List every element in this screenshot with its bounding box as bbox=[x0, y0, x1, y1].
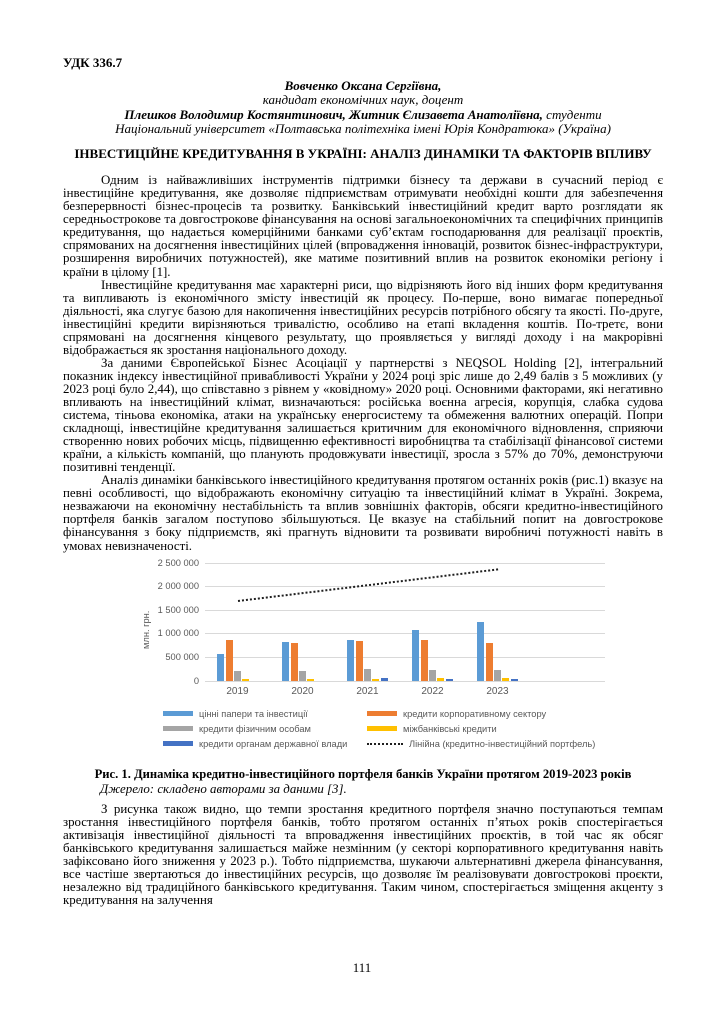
y-tick-label: 1 000 000 bbox=[157, 628, 199, 639]
legend-swatch bbox=[367, 726, 397, 731]
x-tick-label: 2019 bbox=[226, 685, 249, 697]
bar-series4-2020 bbox=[307, 679, 314, 681]
x-tick-label: 2021 bbox=[356, 685, 379, 697]
legend-swatch bbox=[163, 726, 193, 731]
gridline bbox=[205, 633, 605, 634]
gridline bbox=[205, 681, 605, 682]
legend-swatch bbox=[367, 743, 403, 745]
body-paragraph-4: Аналіз динаміки банківського інвестиційного кредитування протягом останніх років (рис.1) вказує на певні особливості, що відображають економічну ситуацію та інвестиційний клімат в Україні. Зокрема, незважаючи на економічну нестабільність та вплив зовнішніх факторів, обсяги кредитно-інвестиційного портфеля банків загалом поступово збільшуються. Це вказує на стабільний попит на довгострокове фінансування з боку підприємств, які прагнуть відновити та розвивати виробничі потужності навіть в умовах невизначеності. bbox=[63, 473, 663, 553]
figure-1 bbox=[63, 557, 663, 797]
bar-series4-2019 bbox=[242, 679, 249, 681]
bar-series5-2023 bbox=[511, 679, 518, 680]
bar-series5-2021 bbox=[381, 678, 388, 680]
body-paragraph-1: Одним із найважливіших інструментів підтримки бізнесу та держави в сучасний період є інвестиційне кредитування, яке дозволяє підприємствам отримувати необхідні кошти для забезпечення безперервності бізнес-процесів та розвитку. Банківський інвестиційний кредит варто розглядати як середньострокове та довгострокове фінансування на основі загальноекономічних та специфічних принципів кредитування, що надається комерційними банками суб’єктам господарювання для реалізації проєктів, спрямованих на досягнення інвестиційних цілей (впровадження інновацій, розвиток бізнес-інфраструктури, розширення виробничих потужностей), яке матиме позитивний вплив на розвиток економіки регіону і країни в цілому [1]. bbox=[63, 173, 663, 279]
bar-series1-2022 bbox=[412, 630, 419, 681]
plot-area bbox=[205, 563, 605, 681]
udk-code: УДК 336.7 bbox=[63, 55, 123, 70]
x-tick-label: 2020 bbox=[291, 685, 314, 697]
bar-series2-2022 bbox=[421, 640, 428, 680]
y-tick-label: 2 000 000 bbox=[157, 581, 199, 592]
article-title: ІНВЕСТИЦІЙНЕ КРЕДИТУВАННЯ В УКРАЇНІ: АНАЛІЗ ДИНАМІКИ ТА ФАКТОРІВ ВПЛИВУ bbox=[74, 146, 652, 162]
gridline bbox=[205, 657, 605, 658]
legend-label: міжбанківські кредити bbox=[403, 723, 497, 734]
figure-source: Джерело: складено авторами за даними [3]. bbox=[100, 781, 347, 796]
y-tick-label: 500 000 bbox=[165, 651, 199, 662]
y-tick-label: 0 bbox=[193, 675, 199, 686]
bar-series1-2021 bbox=[347, 640, 354, 681]
legend-label: цінні папери та інвестиції bbox=[199, 708, 308, 719]
legend-item bbox=[163, 724, 363, 734]
legend-item bbox=[367, 724, 633, 734]
body-paragraph-3: За даними Європейської Бізнес Асоціації у партнерстві з NEQSOL Holding [2], інтегральний показник індексу інвестиційної привабливості України у 2024 році зріс лише до 2,49 балів з 5 можливих (у 2023 році було 2,44), що співставно з рівнем у «ковідному» 2020 році. Основними факторами, які негативно впливають на інвестиційний клімат, визначаються: російська воєнна агресія, корупція, слабка судова система, тіньова економіка, атаки на українську енергосистему та обмеження валютних операцій. Попри складнощі, інвестиційне кредитування залишається критичним для економічного відновлення, сприяючи створенню нових робочих місць, підвищенню ефективності виробництва та стабілізації фінансової системи країни, а кількість компаній, що планують продовжувати інвестиції, зросла з 57% до 70%, демонструючи позитивні тенденції. bbox=[63, 355, 663, 475]
bar-series1-2023 bbox=[477, 622, 484, 681]
gridline bbox=[205, 610, 605, 611]
bar-series3-2021 bbox=[364, 669, 371, 681]
legend-label: кредити органам державної влади bbox=[199, 738, 348, 749]
body-paragraph-5: З рисунка також видно, що темпи зростання кредитного портфеля значно поступаються темпам зростання інвестиційного портфеля банків, тобто протягом останніх п’ятьох років спостерігається активізація інвестиційної діяльності та впровадження інвестиційних проєктів, в той час як обсяг банківського кредитування залишається майже незмінним (у секторі корпоративного кредитування навіть зафіксовано його зниження у 2023 р.). Тобто підприємства, шукаючи альтернативні джерела фінансування, все частіше звертаються до інвестиційних ресурсів, що дозволяє їм реалізовувати довгострокові проєкти, незалежно від традиційного банківського кредитування. Таким чином, спостерігається зміщення акценту з кредитування на залучення bbox=[63, 801, 663, 907]
bar-series4-2023 bbox=[502, 678, 509, 680]
legend-item bbox=[163, 709, 363, 719]
bar-series5-2022 bbox=[446, 679, 453, 681]
bar-series2-2019 bbox=[226, 640, 233, 680]
y-tick-label: 2 500 000 bbox=[157, 557, 199, 568]
bar-series4-2022 bbox=[437, 678, 444, 680]
author-title: кандидат економічних наук, доцент bbox=[262, 92, 464, 108]
chart-legend bbox=[163, 709, 633, 749]
gridline bbox=[205, 563, 605, 564]
authors-block bbox=[63, 79, 663, 136]
bar-series3-2023 bbox=[494, 670, 501, 681]
bar-series1-2020 bbox=[282, 642, 289, 680]
bar-series3-2022 bbox=[429, 670, 436, 680]
bar-chart bbox=[63, 557, 663, 762]
legend-item bbox=[367, 709, 633, 719]
page-number: 111 bbox=[352, 961, 372, 975]
x-tick-label: 2022 bbox=[421, 685, 444, 697]
gridline bbox=[205, 586, 605, 587]
bar-series1-2019 bbox=[217, 654, 224, 681]
legend-item bbox=[367, 739, 633, 749]
bar-series2-2021 bbox=[356, 641, 363, 681]
students-role: студенти bbox=[546, 106, 602, 122]
legend-swatch bbox=[367, 711, 397, 716]
figure-caption: Рис. 1. Динаміка кредитно-інвестиційного портфеля банків України протягом 2019-2023 років bbox=[94, 766, 632, 781]
legend-label: Лінійна (кредитно-інвестиційний портфель) bbox=[409, 738, 596, 749]
legend-label: кредити фізичним особам bbox=[199, 723, 311, 734]
legend-label: кредити корпоративному сектору bbox=[403, 708, 547, 719]
legend-swatch bbox=[163, 741, 193, 746]
body-paragraph-2: Інвестиційне кредитування має характерні риси, що відрізняють його від інших форм кредитування та випливають із економічного змісту інвестицій як процесу. По-перше, воно вимагає попередньої діяльності, яка слугує базою для накопичення інвестиційних ресурсів потрібного обсягу та якості. По-друге, інвестиційні кредити вирізняються тривалістю, особливо на етапі вкладення коштів. По-третє, вони спрямовані на досягнення кінцевого результату, що проявляється у вигляді доходу і на макрорівні відображається як зростання національного доходу. bbox=[63, 277, 663, 357]
author-name-text: Вовченко Оксана Сергіївна, bbox=[284, 78, 442, 93]
bar-series4-2021 bbox=[372, 679, 379, 681]
affiliation: Національний університет «Полтавська політехніка імені Юрія Кондратюка» (Україна) bbox=[115, 120, 611, 136]
x-tick-label: 2023 bbox=[486, 685, 509, 697]
author-name bbox=[63, 79, 663, 93]
bar-series2-2020 bbox=[291, 643, 298, 680]
legend-item bbox=[163, 739, 363, 749]
y-tick-label: 1 500 000 bbox=[157, 604, 199, 615]
legend-swatch bbox=[163, 711, 193, 716]
bar-series3-2020 bbox=[299, 671, 306, 681]
bar-series3-2019 bbox=[234, 671, 241, 681]
y-axis-title: млн. грн. bbox=[141, 610, 151, 649]
students-names: Плешков Володимир Костянтинович, Житник Єлизавета Анатоліївна, bbox=[124, 106, 547, 122]
students-line bbox=[63, 108, 663, 122]
bar-series2-2023 bbox=[486, 643, 493, 681]
